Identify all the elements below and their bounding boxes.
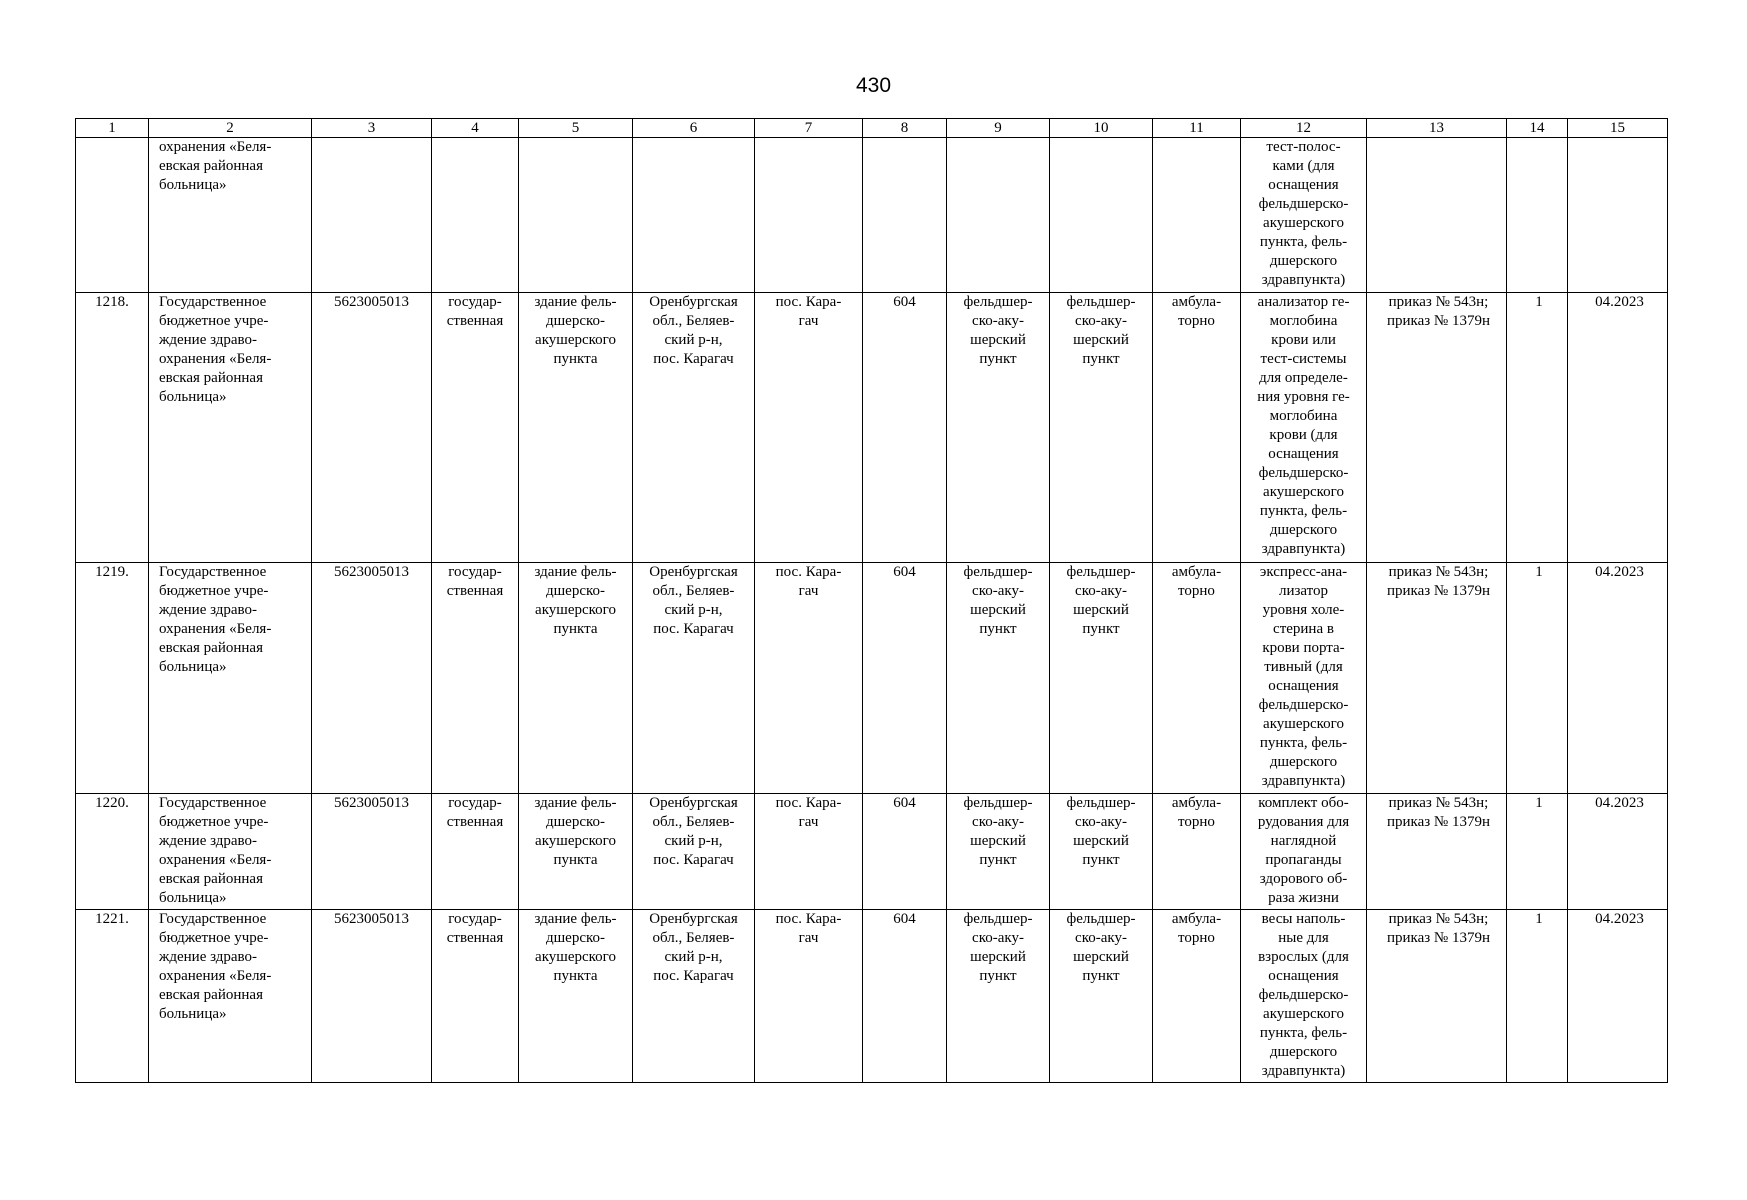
column-header: 9 — [947, 119, 1050, 138]
cell-building: здание фель- дшерско- акушерского пункта — [519, 910, 633, 1083]
cell-num: 1220. — [76, 794, 149, 910]
cell-order: приказ № 543н; приказ № 1379н — [1367, 293, 1507, 563]
cell-organization: Государственное бюджетное учре- ждение здраво- охранения «Беля- евская районная больница» — [149, 910, 312, 1083]
cell-organization: Государственное бюджетное учре- ждение здраво- охранения «Беля- евская районная больница» — [149, 563, 312, 794]
cell-address: Оренбургская обл., Беляев- ский р-н, пос. Карагач — [633, 910, 755, 1083]
header-row — [76, 119, 1668, 138]
table-row — [76, 794, 1668, 910]
column-header: 2 — [149, 119, 312, 138]
cell-address: Оренбургская обл., Беляев- ский р-н, пос. Карагач — [633, 563, 755, 794]
cell-equipment: экспресс-ана- лизатор уровня холе- стерина в крови порта- тивный (для оснащения фельдшерско- акушерского пункта, фель- дшерского здравпункта) — [1241, 563, 1367, 794]
cell-unit-name: фельдшер- ско-аку- шерский пункт — [1050, 794, 1153, 910]
cell-address: Оренбургская обл., Беляев- ский р-н, пос. Карагач — [633, 794, 755, 910]
cell-code: 604 — [863, 563, 947, 794]
cell-care: амбула- торно — [1153, 910, 1241, 1083]
cell-code — [863, 138, 947, 293]
cell-inn: 5623005013 — [312, 910, 432, 1083]
cell-address — [633, 138, 755, 293]
column-header: 10 — [1050, 119, 1153, 138]
column-header: 4 — [432, 119, 519, 138]
cell-order — [1367, 138, 1507, 293]
cell-qty — [1507, 138, 1568, 293]
table-row — [76, 563, 1668, 794]
cell-equipment: весы наполь- ные для взрослых (для оснащения фельдшерско- акушерского пункта, фель- дшерского здравпункта) — [1241, 910, 1367, 1083]
cell-num — [76, 138, 149, 293]
cell-equipment: анализатор ге- моглобина крови или тест-системы для определе- ния уровня ге- моглобина крови (для оснащения фельдшерско- акушерского пункта, фель- дшерского здравпункта) — [1241, 293, 1367, 563]
column-header: 11 — [1153, 119, 1241, 138]
column-header: 1 — [76, 119, 149, 138]
cell-unit-type: фельдшер- ско-аку- шерский пункт — [947, 563, 1050, 794]
cell-equipment: комплект обо- рудования для наглядной пропаганды здорового об- раза жизни — [1241, 794, 1367, 910]
cell-building: здание фель- дшерско- акушерского пункта — [519, 563, 633, 794]
cell-care: амбула- торно — [1153, 563, 1241, 794]
cell-num: 1221. — [76, 910, 149, 1083]
cell-locality: пос. Кара- гач — [755, 563, 863, 794]
cell-inn: 5623005013 — [312, 293, 432, 563]
cell-building — [519, 138, 633, 293]
cell-num: 1218. — [76, 293, 149, 563]
cell-organization: Государственное бюджетное учре- ждение здраво- охранения «Беля- евская районная больница» — [149, 293, 312, 563]
cell-code: 604 — [863, 293, 947, 563]
cell-qty: 1 — [1507, 293, 1568, 563]
cell-ownership: государ- ственная — [432, 910, 519, 1083]
cell-date: 04.2023 — [1568, 563, 1668, 794]
cell-inn — [312, 138, 432, 293]
cell-organization: Государственное бюджетное учре- ждение здраво- охранения «Беля- евская районная больница» — [149, 794, 312, 910]
cell-unit-name: фельдшер- ско-аку- шерский пункт — [1050, 293, 1153, 563]
cell-order: приказ № 543н; приказ № 1379н — [1367, 910, 1507, 1083]
cell-locality: пос. Кара- гач — [755, 293, 863, 563]
cell-date: 04.2023 — [1568, 910, 1668, 1083]
cell-care: амбула- торно — [1153, 794, 1241, 910]
cell-date: 04.2023 — [1568, 293, 1668, 563]
cell-inn: 5623005013 — [312, 794, 432, 910]
cell-locality: пос. Кара- гач — [755, 910, 863, 1083]
cell-qty: 1 — [1507, 794, 1568, 910]
cell-address: Оренбургская обл., Беляев- ский р-н, пос. Карагач — [633, 293, 755, 563]
cell-code: 604 — [863, 794, 947, 910]
cell-code: 604 — [863, 910, 947, 1083]
page-number: 430 — [855, 74, 892, 97]
cell-organization: охранения «Беля- евская районная больница» — [149, 138, 312, 293]
cell-date — [1568, 138, 1668, 293]
column-header: 6 — [633, 119, 755, 138]
cell-qty: 1 — [1507, 910, 1568, 1083]
cell-ownership: государ- ственная — [432, 563, 519, 794]
cell-ownership: государ- ственная — [432, 794, 519, 910]
cell-unit-name: фельдшер- ско-аку- шерский пункт — [1050, 910, 1153, 1083]
column-header: 8 — [863, 119, 947, 138]
cell-unit-type: фельдшер- ско-аку- шерский пункт — [947, 794, 1050, 910]
cell-ownership — [432, 138, 519, 293]
column-header: 13 — [1367, 119, 1507, 138]
cell-equipment: тест-полос- ками (для оснащения фельдшерско- акушерского пункта, фель- дшерского здравпункта) — [1241, 138, 1367, 293]
column-header: 15 — [1568, 119, 1668, 138]
cell-unit-type: фельдшер- ско-аку- шерский пункт — [947, 910, 1050, 1083]
cell-date: 04.2023 — [1568, 794, 1668, 910]
cell-unit-type — [947, 138, 1050, 293]
cell-order: приказ № 543н; приказ № 1379н — [1367, 794, 1507, 910]
cell-order: приказ № 543н; приказ № 1379н — [1367, 563, 1507, 794]
cell-inn: 5623005013 — [312, 563, 432, 794]
cell-locality: пос. Кара- гач — [755, 794, 863, 910]
table-row — [76, 293, 1668, 563]
cell-locality — [755, 138, 863, 293]
column-header: 12 — [1241, 119, 1367, 138]
column-header: 3 — [312, 119, 432, 138]
cell-unit-name — [1050, 138, 1153, 293]
table-row — [76, 910, 1668, 1083]
column-header: 14 — [1507, 119, 1568, 138]
cell-building: здание фель- дшерско- акушерского пункта — [519, 794, 633, 910]
cell-building: здание фель- дшерско- акушерского пункта — [519, 293, 633, 563]
cell-care — [1153, 138, 1241, 293]
cell-qty: 1 — [1507, 563, 1568, 794]
continuation-row — [76, 138, 1668, 293]
column-header: 5 — [519, 119, 633, 138]
cell-num: 1219. — [76, 563, 149, 794]
cell-unit-type: фельдшер- ско-аку- шерский пункт — [947, 293, 1050, 563]
cell-unit-name: фельдшер- ско-аку- шерский пункт — [1050, 563, 1153, 794]
cell-care: амбула- торно — [1153, 293, 1241, 563]
cell-ownership: государ- ственная — [432, 293, 519, 563]
column-header: 7 — [755, 119, 863, 138]
equipment-table — [75, 118, 1668, 1083]
